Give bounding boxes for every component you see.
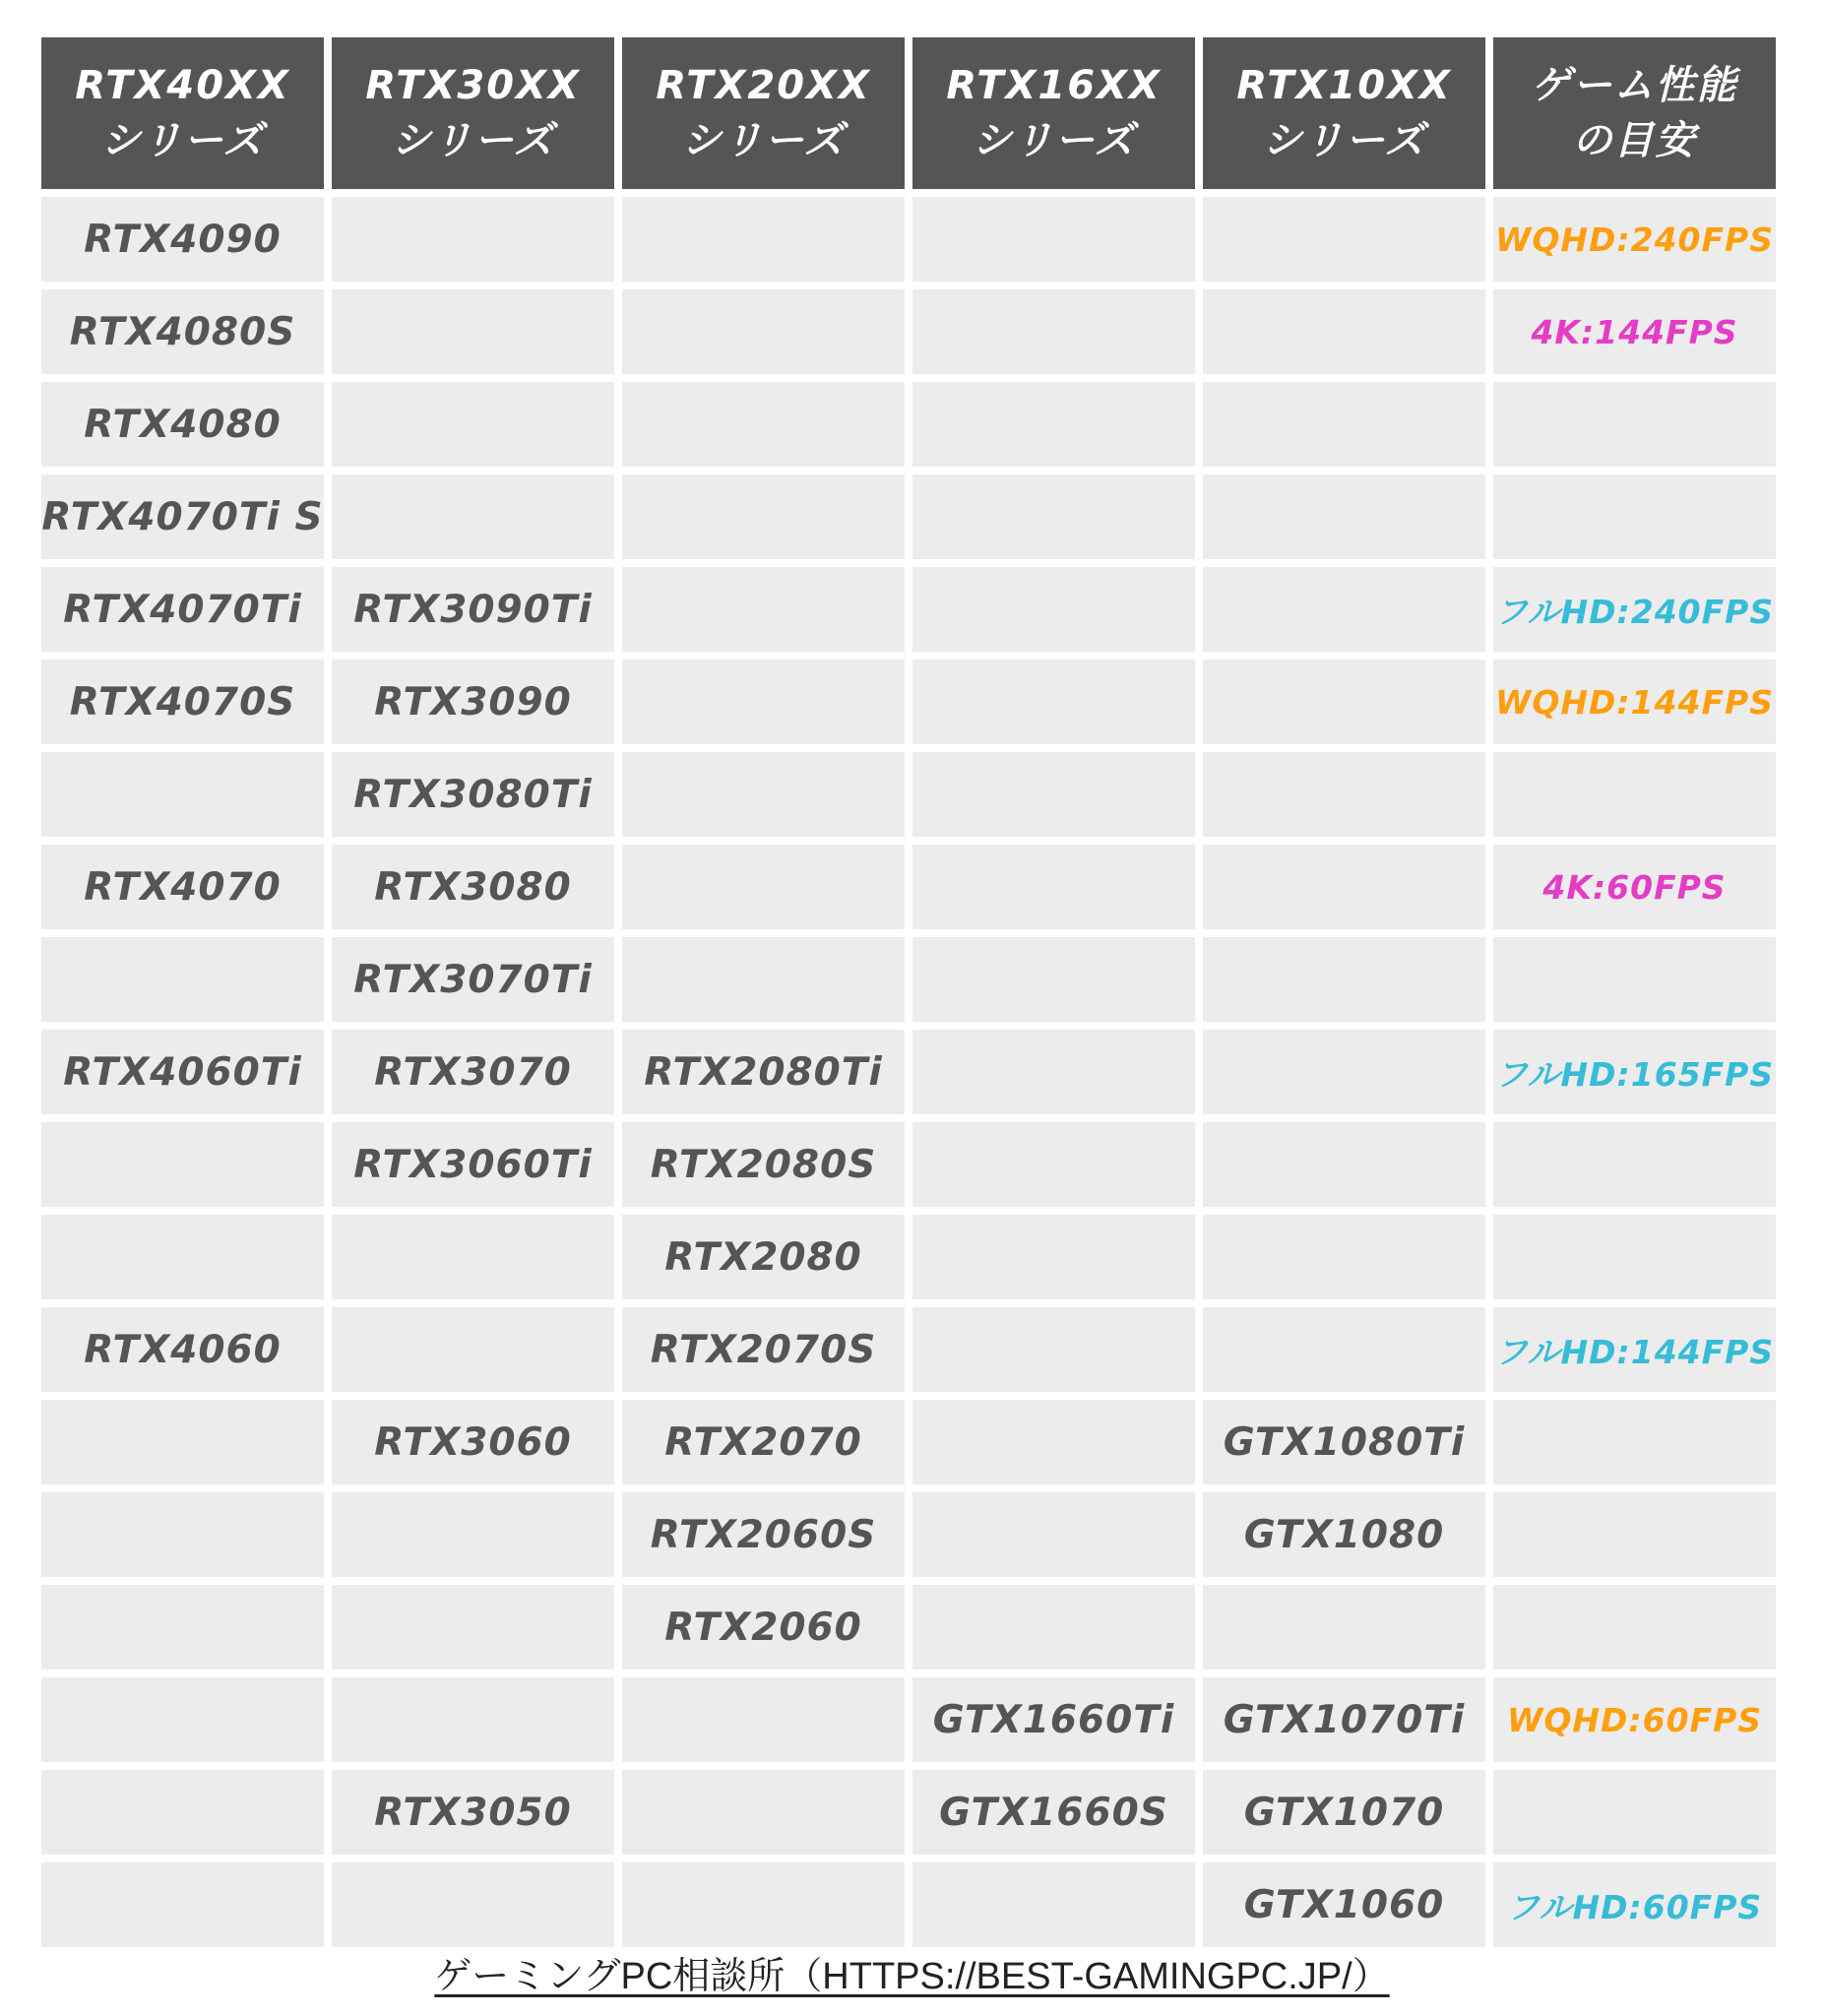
gpu-cell	[622, 1770, 905, 1855]
performance-cell	[1493, 1585, 1776, 1670]
gpu-cell	[41, 752, 324, 837]
performance-cell: 4K:144FPS	[1493, 289, 1776, 374]
gpu-cell: RTX4070	[41, 845, 324, 929]
gpu-cell	[332, 474, 614, 559]
gpu-cell	[332, 1215, 614, 1299]
header-rtx40xx	[41, 37, 324, 189]
performance-cell: フルHD:144FPS	[1493, 1307, 1776, 1392]
header-rtx10xx	[1203, 37, 1485, 189]
gpu-cell: RTX3080	[332, 845, 614, 929]
gpu-cell	[912, 289, 1195, 374]
gpu-cell	[912, 752, 1195, 837]
gpu-cell	[912, 1122, 1195, 1207]
gpu-cell	[912, 197, 1195, 282]
gpu-cell	[332, 1492, 614, 1577]
gpu-cell	[1203, 752, 1485, 837]
header-performance	[1493, 37, 1776, 189]
gpu-cell	[622, 1677, 905, 1762]
gpu-cell: GTX1660S	[912, 1770, 1195, 1855]
gpu-cell	[912, 567, 1195, 652]
header-line: の目安	[1572, 118, 1697, 163]
performance-cell	[1493, 1122, 1776, 1207]
gpu-cell	[1203, 1030, 1485, 1114]
gpu-cell: RTX3070	[332, 1030, 614, 1114]
gpu-cell: RTX3090Ti	[332, 567, 614, 652]
gpu-cell: RTX4070Ti S	[41, 474, 324, 559]
gpu-cell	[912, 1862, 1195, 1947]
gpu-cell: RTX3050	[332, 1770, 614, 1855]
performance-cell	[1493, 937, 1776, 1022]
gpu-cell	[1203, 197, 1485, 282]
gpu-cell: RTX4060Ti	[41, 1030, 324, 1114]
gpu-cell: RTX4060	[41, 1307, 324, 1392]
gpu-cell	[622, 474, 905, 559]
performance-cell	[1493, 1492, 1776, 1577]
gpu-cell	[622, 660, 905, 744]
gpu-cell: RTX4070Ti	[41, 567, 324, 652]
gpu-cell: GTX1060	[1203, 1862, 1485, 1947]
gpu-cell: GTX1070Ti	[1203, 1677, 1485, 1762]
gpu-cell	[912, 937, 1195, 1022]
gpu-cell	[1203, 289, 1485, 374]
header-line: ゲーム性能	[1531, 63, 1738, 108]
gpu-cell: RTX4090	[41, 197, 324, 282]
header-line: RTX20XX	[656, 63, 871, 108]
gpu-cell: RTX2080S	[622, 1122, 905, 1207]
performance-cell: WQHD:240FPS	[1493, 197, 1776, 282]
gpu-cell	[622, 567, 905, 652]
gpu-cell: RTX3060	[332, 1400, 614, 1484]
gpu-cell	[41, 1677, 324, 1762]
gpu-cell: RTX2070S	[622, 1307, 905, 1392]
gpu-cell: RTX3080Ti	[332, 752, 614, 837]
performance-cell	[1493, 1400, 1776, 1484]
gpu-cell	[41, 1770, 324, 1855]
gpu-cell: GTX1080	[1203, 1492, 1485, 1577]
header-line: RTX40XX	[75, 63, 290, 108]
header-line: RTX30XX	[365, 63, 581, 108]
gpu-cell	[1203, 1215, 1485, 1299]
gpu-cell	[912, 845, 1195, 929]
performance-cell: WQHD:144FPS	[1493, 660, 1776, 744]
gpu-cell: RTX3060Ti	[332, 1122, 614, 1207]
header-line: シリーズ	[681, 118, 846, 163]
gpu-cell	[912, 1585, 1195, 1670]
gpu-cell	[1203, 845, 1485, 929]
gpu-cell: RTX4080	[41, 382, 324, 467]
gpu-cell	[1203, 937, 1485, 1022]
header-line: シリーズ	[1262, 118, 1426, 163]
gpu-cell	[622, 289, 905, 374]
performance-cell: フルHD:240FPS	[1493, 567, 1776, 652]
gpu-cell	[332, 289, 614, 374]
gpu-cell	[1203, 1122, 1485, 1207]
gpu-cell	[912, 1215, 1195, 1299]
performance-cell: フルHD:60FPS	[1493, 1862, 1776, 1947]
gpu-cell: RTX3070Ti	[332, 937, 614, 1022]
gpu-cell	[41, 1122, 324, 1207]
gpu-cell	[332, 1862, 614, 1947]
header-rtx20xx	[622, 37, 905, 189]
gpu-cell	[41, 1400, 324, 1484]
header-line: シリーズ	[391, 118, 555, 163]
gpu-cell: RTX4070S	[41, 660, 324, 744]
performance-cell: WQHD:60FPS	[1493, 1677, 1776, 1762]
performance-cell	[1493, 1215, 1776, 1299]
gpu-cell	[912, 660, 1195, 744]
gpu-cell	[622, 845, 905, 929]
gpu-cell: RTX4080S	[41, 289, 324, 374]
gpu-cell	[912, 382, 1195, 467]
gpu-cell	[332, 1307, 614, 1392]
performance-cell	[1493, 752, 1776, 837]
header-rtx30xx	[332, 37, 614, 189]
gpu-cell	[1203, 567, 1485, 652]
gpu-cell	[912, 1492, 1195, 1577]
gpu-cell	[1203, 382, 1485, 467]
gpu-cell: RTX2080Ti	[622, 1030, 905, 1114]
header-line: RTX16XX	[946, 63, 1162, 108]
gpu-cell: RTX2060	[622, 1585, 905, 1670]
gpu-cell	[41, 1862, 324, 1947]
header-line: RTX10XX	[1236, 63, 1452, 108]
gpu-cell	[1203, 660, 1485, 744]
gpu-cell	[912, 474, 1195, 559]
performance-cell	[1493, 382, 1776, 467]
gpu-cell	[41, 937, 324, 1022]
gpu-cell	[622, 1862, 905, 1947]
gpu-cell: GTX1080Ti	[1203, 1400, 1485, 1484]
gpu-cell	[912, 1400, 1195, 1484]
gpu-cell	[912, 1030, 1195, 1114]
gpu-cell	[1203, 1307, 1485, 1392]
gpu-comparison-table	[41, 37, 1776, 1947]
gpu-cell	[1203, 474, 1485, 559]
performance-cell	[1493, 474, 1776, 559]
gpu-cell: RTX3090	[332, 660, 614, 744]
header-rtx16xx	[912, 37, 1195, 189]
performance-cell: 4K:60FPS	[1493, 845, 1776, 929]
gpu-cell	[332, 382, 614, 467]
gpu-cell	[332, 197, 614, 282]
gpu-cell	[622, 752, 905, 837]
gpu-cell: GTX1660Ti	[912, 1677, 1195, 1762]
performance-cell: フルHD:165FPS	[1493, 1030, 1776, 1114]
gpu-cell	[41, 1492, 324, 1577]
gpu-cell	[622, 382, 905, 467]
header-line: シリーズ	[100, 118, 265, 163]
header-line: シリーズ	[972, 118, 1136, 163]
gpu-cell	[41, 1215, 324, 1299]
gpu-cell	[912, 1307, 1195, 1392]
footer-credit: ゲーミングPC相談所（HTTPS://BEST-GAMINGPC.JP/）	[434, 1956, 1390, 1997]
gpu-cell: GTX1070	[1203, 1770, 1485, 1855]
gpu-cell	[622, 937, 905, 1022]
gpu-cell	[1203, 1585, 1485, 1670]
performance-cell	[1493, 1770, 1776, 1855]
gpu-cell: RTX2070	[622, 1400, 905, 1484]
gpu-cell	[622, 197, 905, 282]
gpu-cell: RTX2080	[622, 1215, 905, 1299]
gpu-cell: RTX2060S	[622, 1492, 905, 1577]
gpu-cell	[41, 1585, 324, 1670]
gpu-cell	[332, 1585, 614, 1670]
gpu-cell	[332, 1677, 614, 1762]
